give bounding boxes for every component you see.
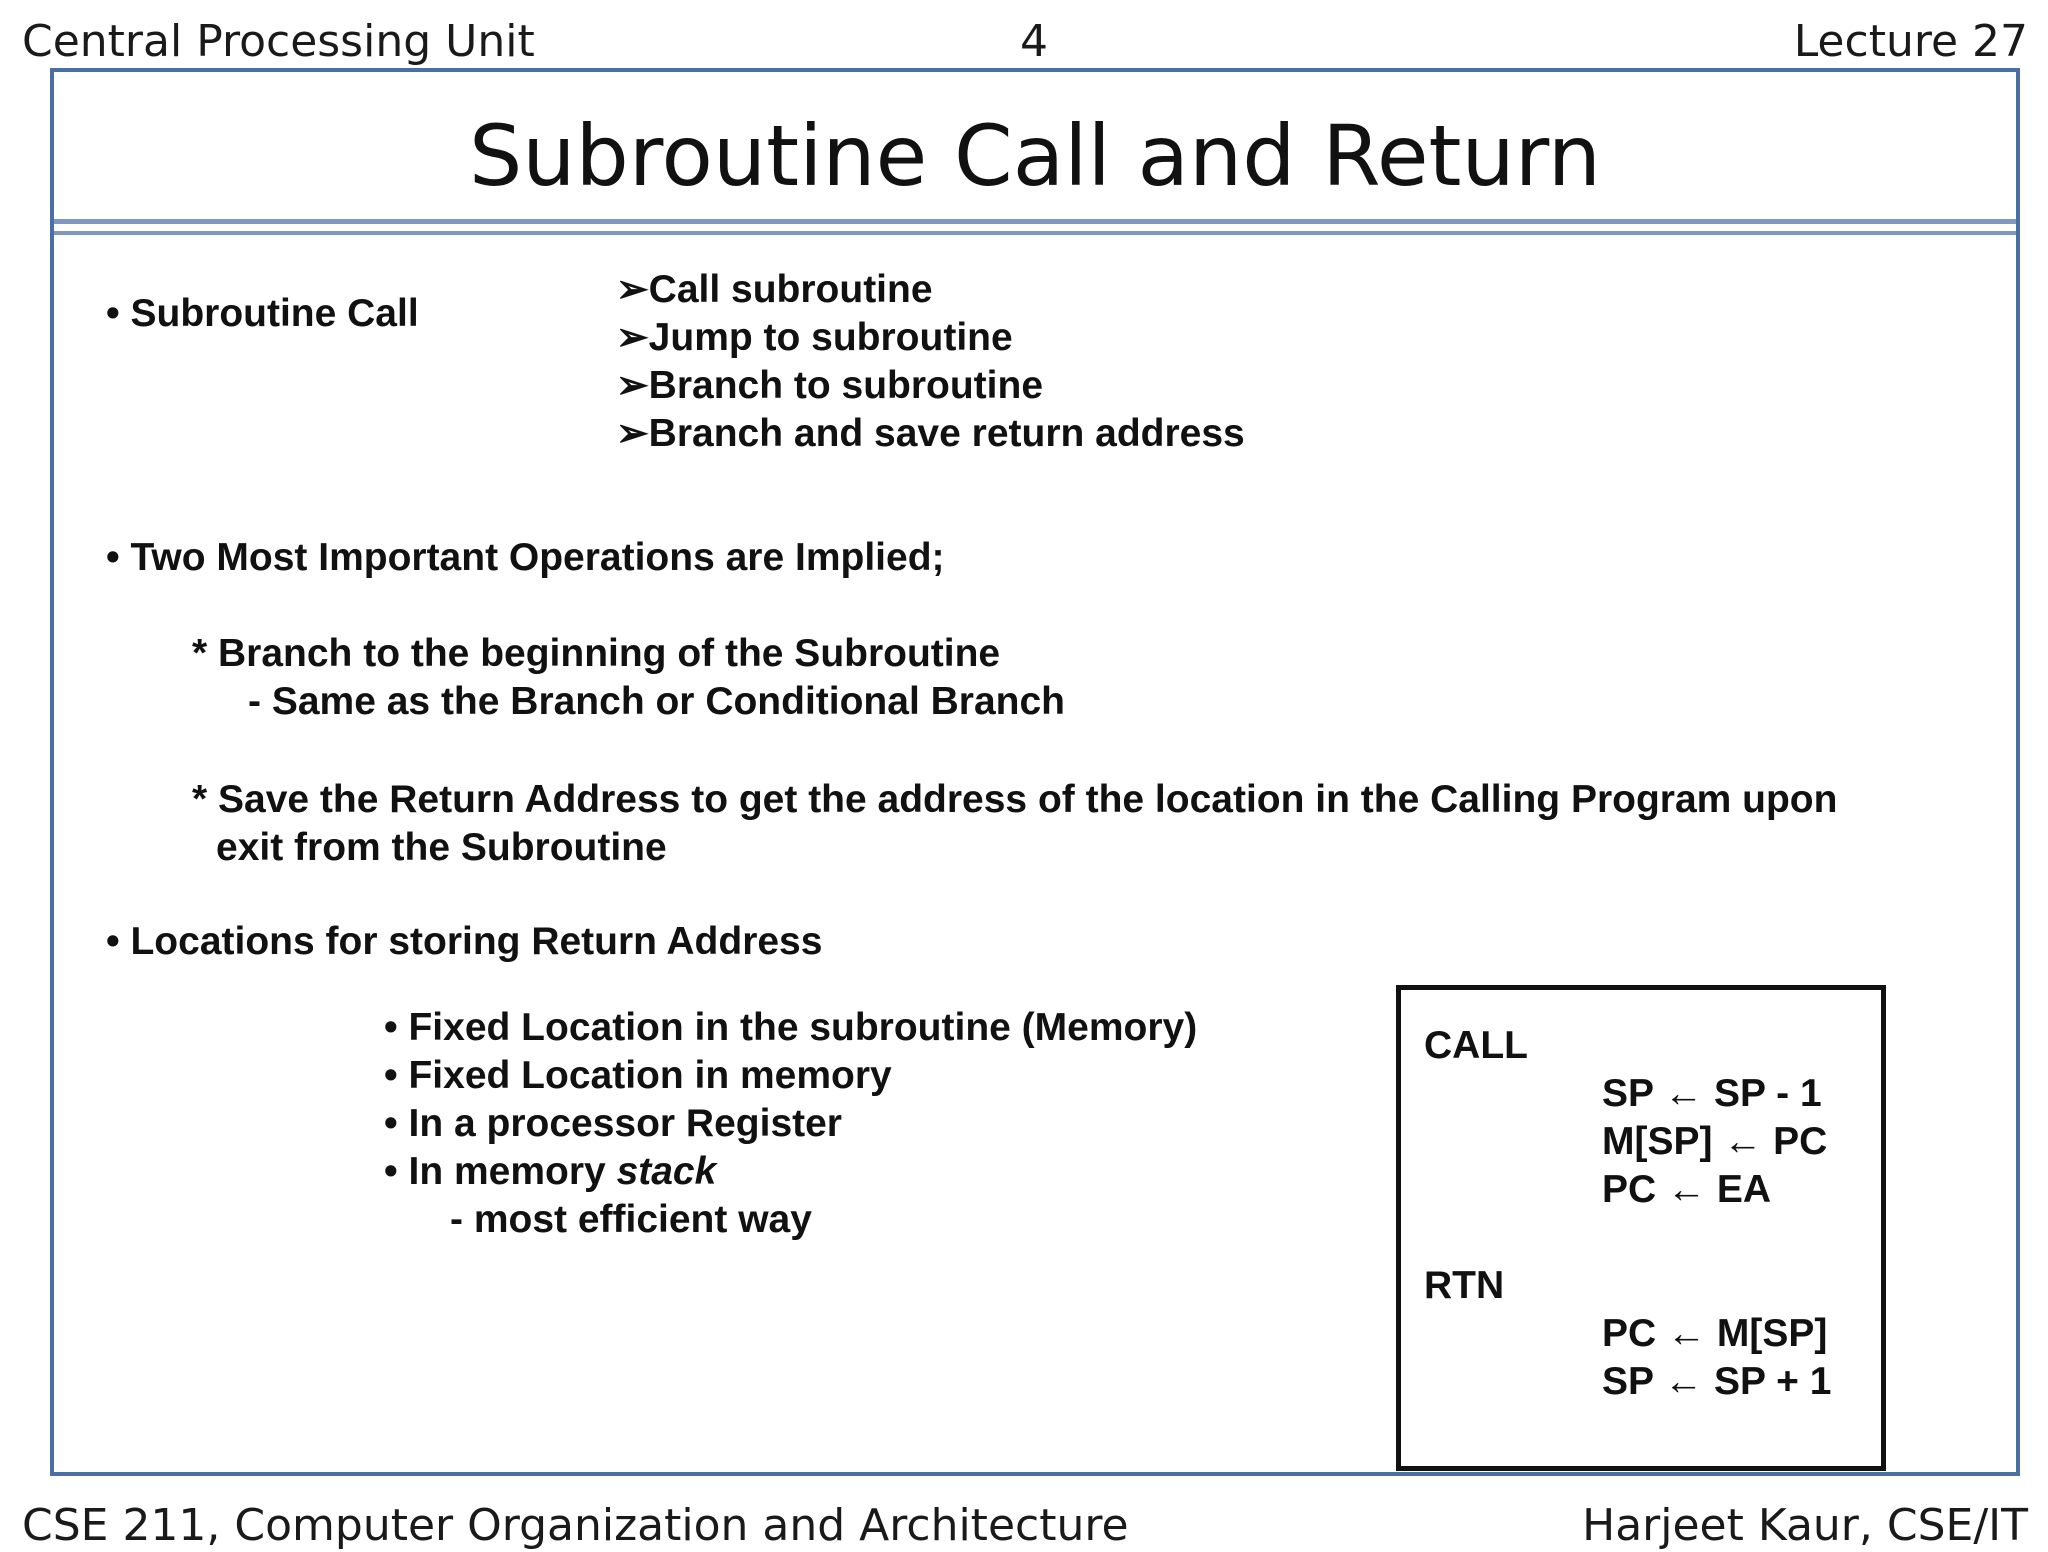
rtn-step-1: PC ← M[SP] <box>1602 1312 1828 1355</box>
header-lecture: Lecture 27 <box>1793 16 2028 67</box>
footer-author: Harjeet Kaur, CSE/IT <box>1582 1500 2028 1551</box>
call-synonym-2: ➢Jump to subroutine <box>616 316 1013 359</box>
call-step-1: SP ← SP - 1 <box>1602 1072 1822 1115</box>
bullet-operations-heading: • Two Most Important Operations are Implied; <box>106 536 945 579</box>
location-item-4-prefix: • In memory <box>384 1150 617 1193</box>
rtn-step-2: SP ← SP + 1 <box>1602 1360 1832 1403</box>
call-synonym-3: ➢Branch to subroutine <box>616 364 1044 407</box>
call-synonym-1: ➢Call subroutine <box>616 268 933 311</box>
call-label: CALL <box>1424 1024 1528 1067</box>
operation-save-return-line1: * Save the Return Address to get the address of the location in the Calling Program upon <box>192 778 1838 821</box>
title-divider-top <box>54 219 2016 224</box>
operation-save-return-line2: exit from the Subroutine <box>216 826 667 869</box>
header-course-topic: Central Processing Unit <box>22 16 535 67</box>
call-step-3: PC ← EA <box>1602 1168 1772 1211</box>
call-synonym-4: ➢Branch and save return address <box>616 412 1245 455</box>
bullet-locations-heading: • Locations for storing Return Address <box>106 920 823 963</box>
slide-title: Subroutine Call and Return <box>468 107 1602 205</box>
title-divider-bottom <box>54 231 2016 235</box>
operation-branch: * Branch to the beginning of the Subroutine <box>192 632 1001 675</box>
location-item-3: • In a processor Register <box>384 1102 842 1145</box>
page-number: 4 <box>1020 16 1048 67</box>
location-stack-note: - most efficient way <box>450 1198 812 1241</box>
location-item-1: • Fixed Location in the subroutine (Memory) <box>384 1006 1198 1049</box>
rtn-label: RTN <box>1424 1264 1505 1307</box>
location-item-2: • Fixed Location in memory <box>384 1054 892 1097</box>
operation-branch-note: - Same as the Branch or Conditional Branch <box>248 680 1065 723</box>
location-item-4-stack: stack <box>616 1150 717 1193</box>
location-item-4 <box>384 1148 716 1196</box>
footer-course: CSE 211, Computer Organization and Architecture <box>22 1500 1129 1551</box>
call-step-2: M[SP] ← PC <box>1602 1120 1828 1163</box>
bullet-subroutine-call: • Subroutine Call <box>106 292 419 335</box>
